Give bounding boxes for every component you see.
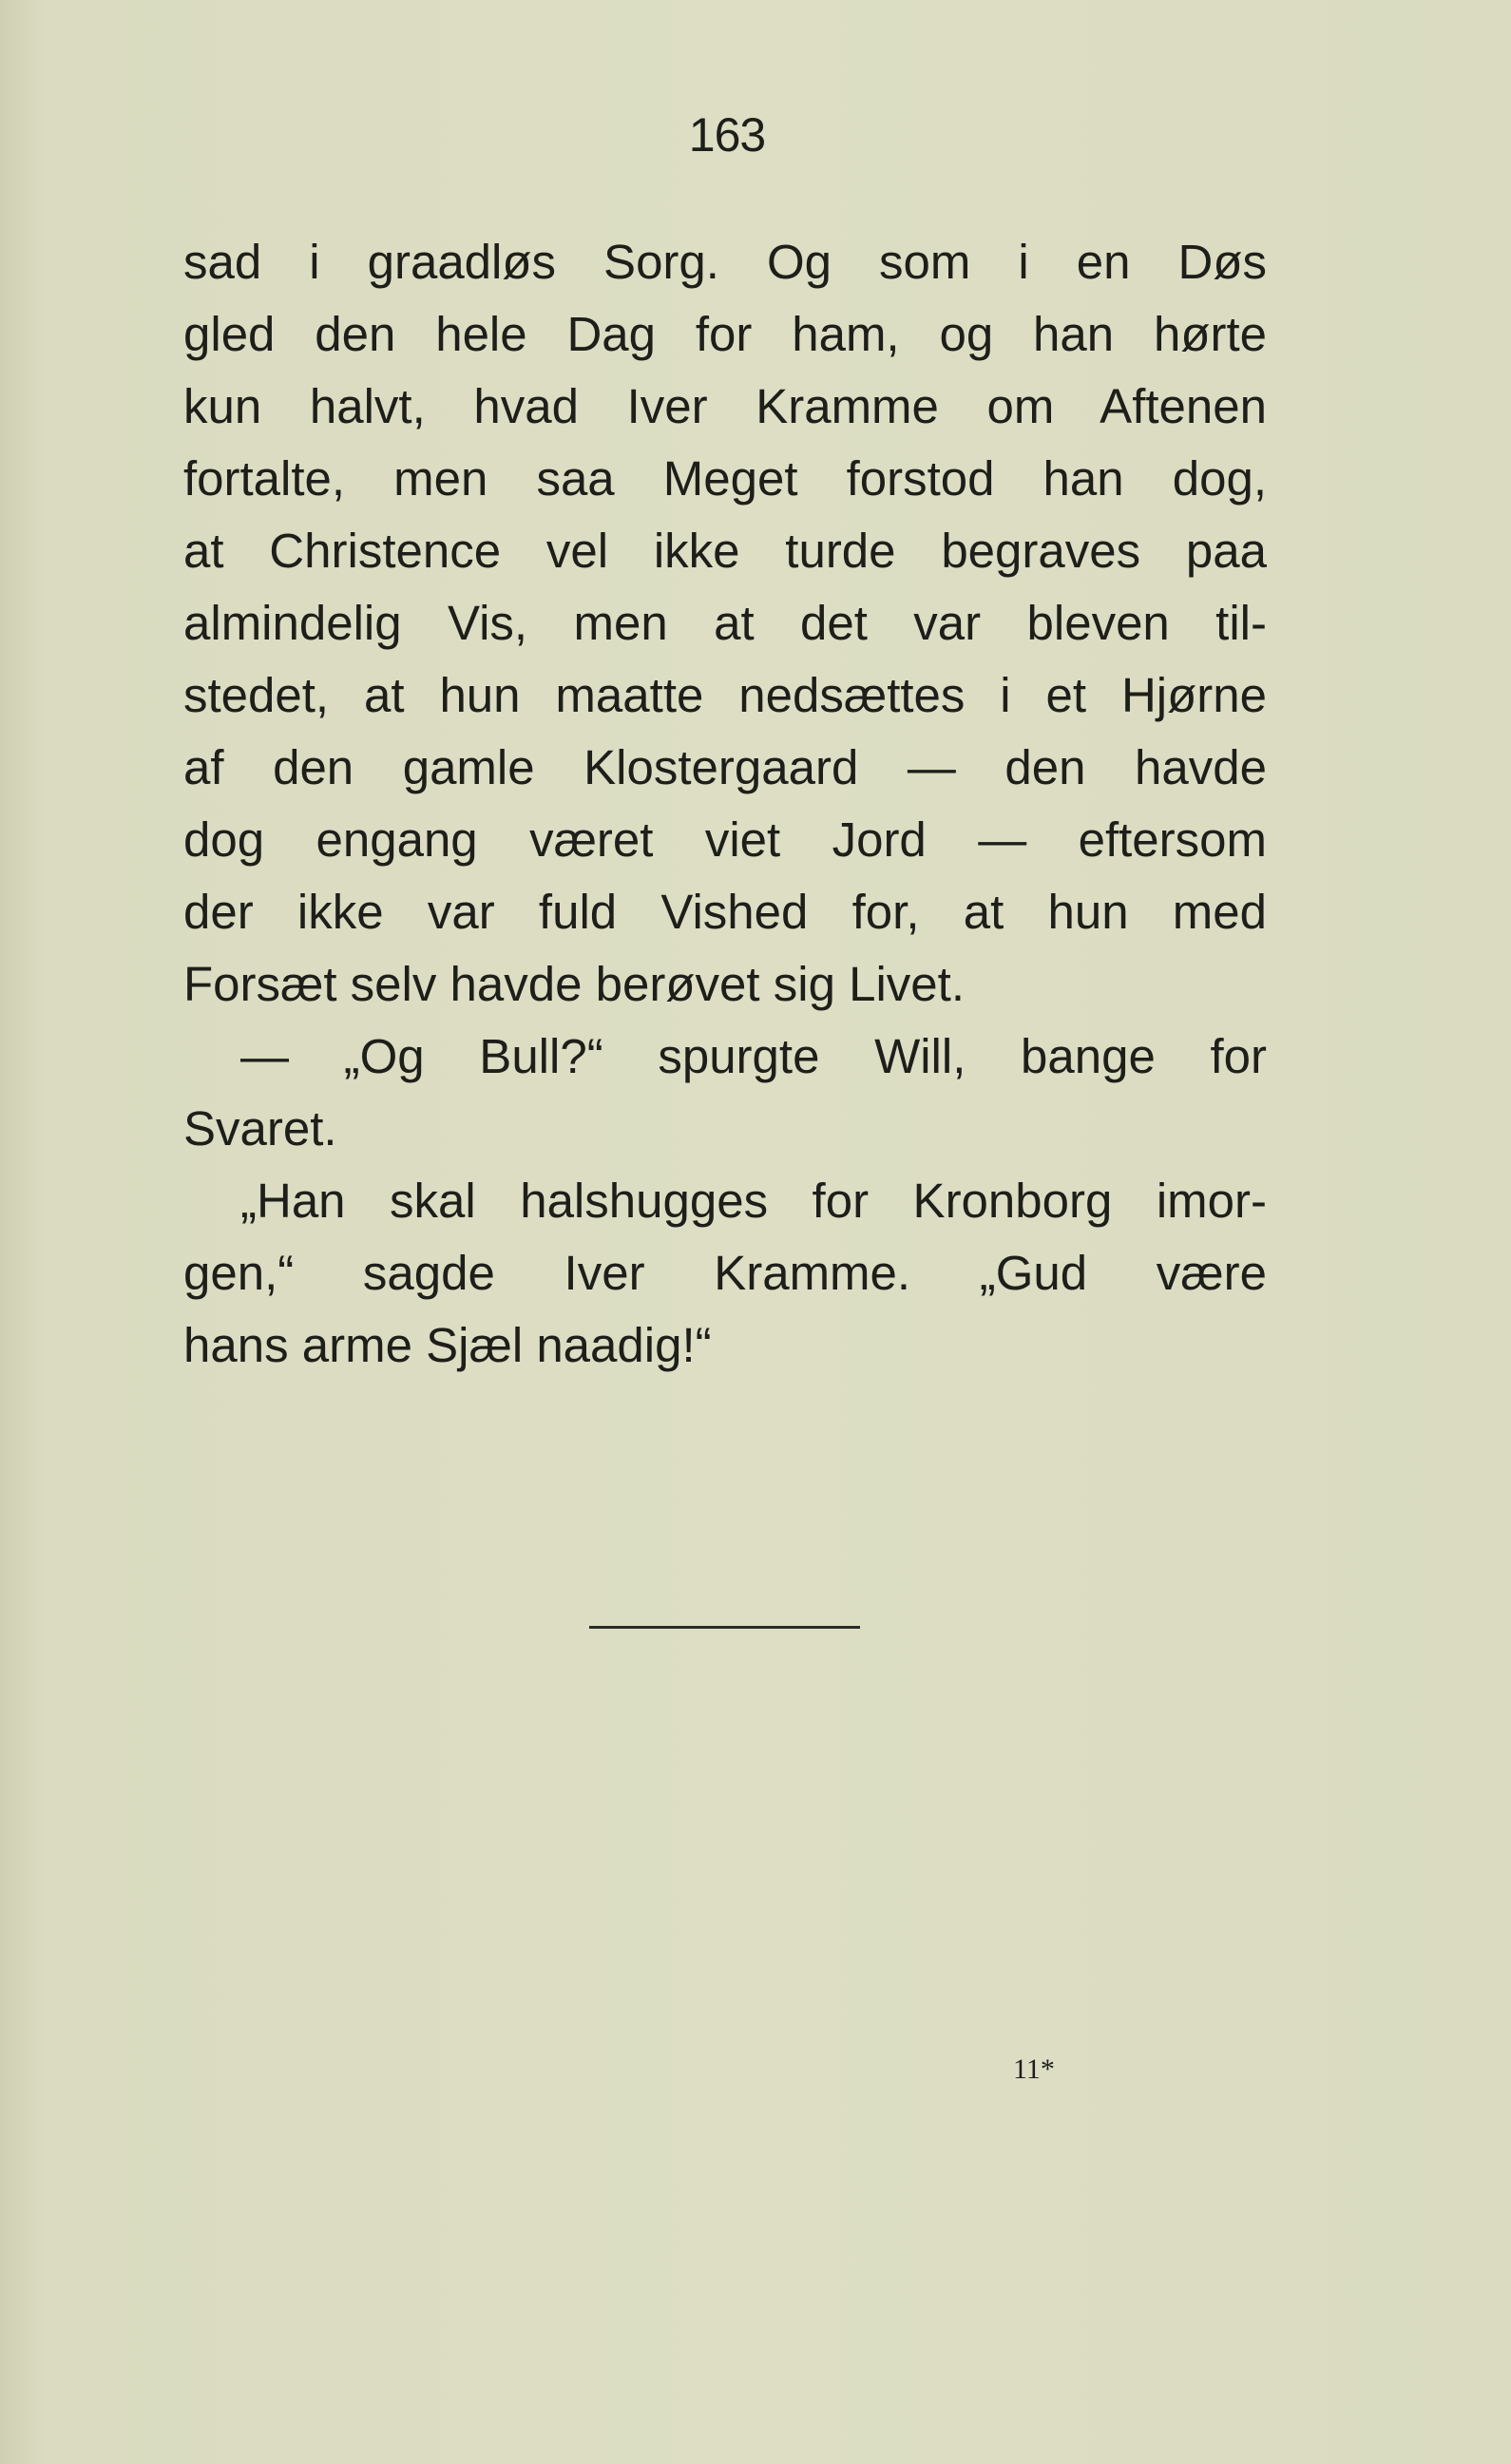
text-line: gen,“ sagde Iver Kramme. „Gud være xyxy=(183,1246,1267,1300)
signature-mark: 11* xyxy=(1013,2053,1055,2085)
text-line: „Han skal halshugges for Kronborg imor- xyxy=(240,1174,1267,1228)
text-line: gled den hele Dag for ham, og han hørte xyxy=(183,307,1267,361)
text-line: at Christence vel ikke turde begraves paa xyxy=(183,524,1267,578)
text-line: af den gamle Klostergaard — den havde xyxy=(183,740,1267,794)
text-line: hans arme Sjæl naadig!“ xyxy=(183,1318,712,1372)
text-line: dog engang været viet Jord — eftersom xyxy=(183,812,1267,867)
text-line: almindelig Vis, men at det var bleven til- xyxy=(183,596,1267,650)
text-line: Svaret. xyxy=(183,1101,337,1156)
text-line: fortalte, men saa Meget forstod han dog, xyxy=(183,451,1267,506)
text-line: sad i graadløs Sorg. Og som i en Døs xyxy=(183,235,1267,289)
body-text xyxy=(183,226,1267,1382)
text-line: Forsæt selv havde berøvet sig Livet. xyxy=(183,957,966,1011)
text-line: — „Og Bull?“ spurgte Will, bange for xyxy=(240,1029,1267,1083)
text-line: der ikke var fuld Vished for, at hun med xyxy=(183,885,1267,939)
section-end-rule xyxy=(589,1626,860,1629)
text-line: stedet, at hun maatte nedsættes i et Hjørne xyxy=(183,668,1267,722)
text-line: kun halvt, hvad Iver Kramme om Aftenen xyxy=(183,379,1267,433)
page-number: 163 xyxy=(688,108,766,162)
